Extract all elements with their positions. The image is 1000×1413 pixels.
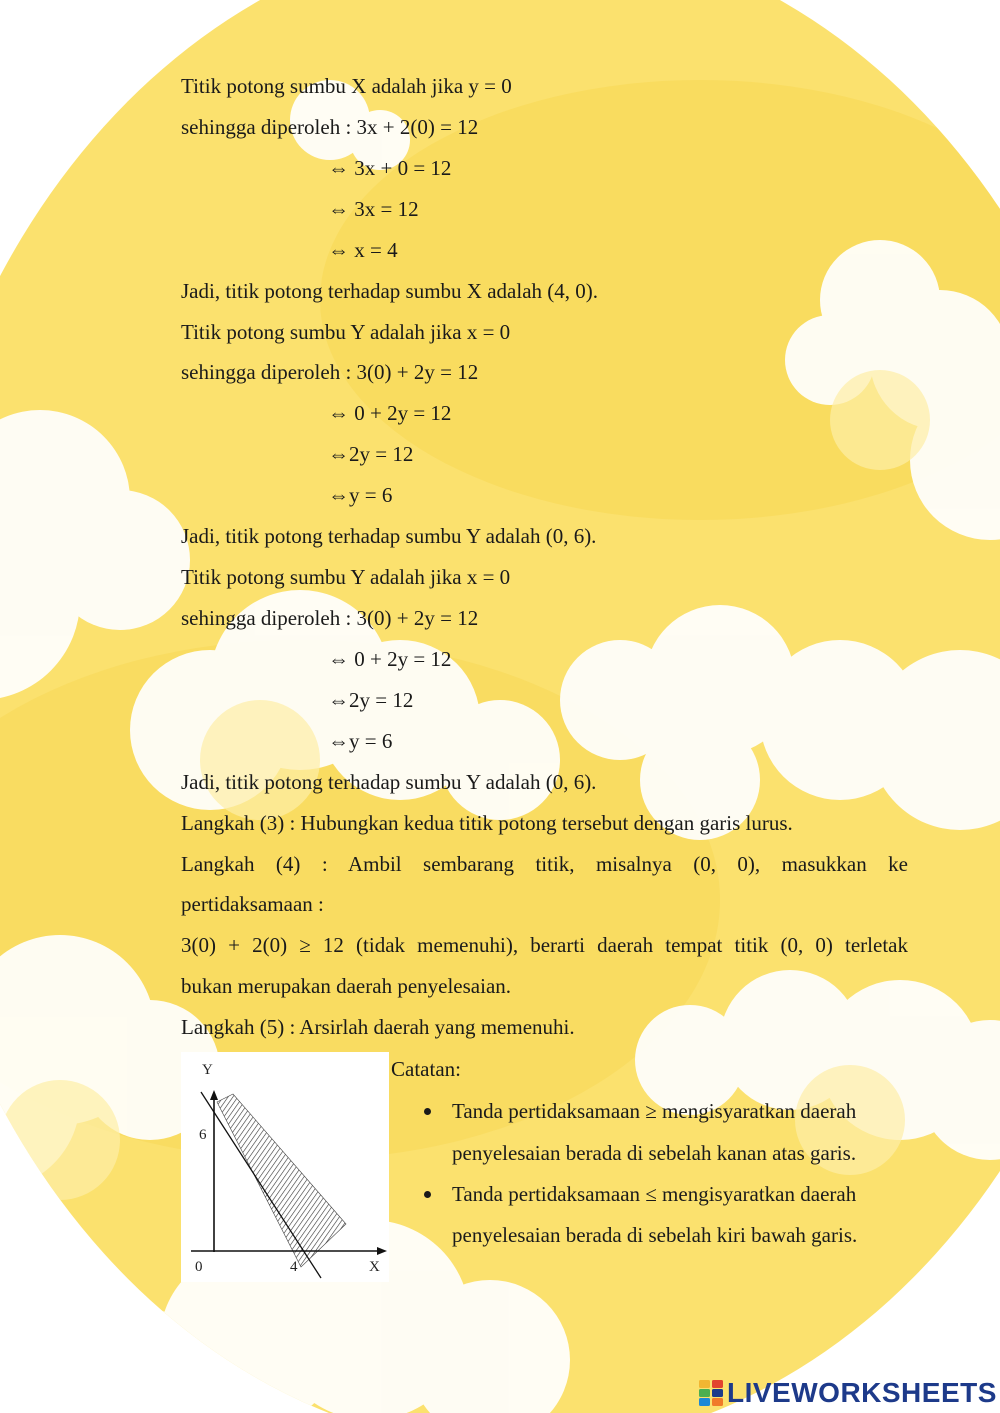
step-3-text: Langkah (3) : Hubungkan kedua titik potong tersebut dengan garis lurus.	[181, 811, 793, 835]
line-11: ⇔y = 6	[328, 483, 393, 507]
line-16: ⇔2y = 12	[328, 688, 414, 712]
liveworksheets-logo-text: LIVEWORKSHEETS	[727, 1377, 997, 1408]
line-2: sehingga diperoleh : 3x + 2(0) = 12	[181, 115, 479, 139]
step-4-line-1: Langkah (4) : Ambil sembarang titik, misalnya (0, 0), masukkan ke	[181, 852, 908, 876]
origin-label: 0	[195, 1259, 203, 1275]
line-3: ⇔ 3x + 0 = 12	[328, 156, 452, 180]
step-5-text: Langkah (5) : Arsirlah daerah yang memenuhi.	[181, 1015, 575, 1039]
y-axis-arrow	[210, 1090, 218, 1100]
step-4-line-2: pertidaksamaan :	[181, 892, 324, 916]
line-7: Titik potong sumbu Y adalah jika x = 0	[181, 320, 511, 344]
notes-title: Catatan:	[391, 1057, 461, 1081]
line-8: sehingga diperoleh : 3(0) + 2y = 12	[181, 360, 479, 384]
liveworksheets-logo[interactable]	[698, 1376, 997, 1410]
line-10: ⇔2y = 12	[328, 442, 414, 466]
line-14: sehingga diperoleh : 3(0) + 2y = 12	[181, 606, 479, 630]
y-intercept-label: 6	[199, 1127, 207, 1143]
x-axis-arrow	[377, 1247, 387, 1255]
line-5: ⇔ x = 4	[328, 238, 398, 262]
line-13: Titik potong sumbu Y adalah jika x = 0	[181, 565, 511, 589]
bullet-dot-2	[424, 1191, 431, 1198]
line-9: ⇔ 0 + 2y = 12	[328, 401, 452, 425]
line-1: Titik potong sumbu X adalah jika y = 0	[181, 74, 512, 98]
line-18: Jadi, titik potong terhadap sumbu Y adalah (0, 6).	[181, 770, 597, 794]
bullet-dot-1	[424, 1108, 431, 1115]
inequality-graph	[181, 1052, 389, 1282]
y-axis-label: Y	[202, 1062, 213, 1078]
step-4-line-4: bukan merupakan daerah penyelesaian.	[181, 974, 512, 998]
note-1-line-2: penyelesaian berada di sebelah kanan atas garis.	[452, 1141, 857, 1165]
line-17: ⇔y = 6	[328, 729, 393, 753]
liveworksheets-logo-icon	[698, 1378, 724, 1408]
line-4: ⇔ 3x = 12	[328, 197, 419, 221]
x-axis-label: X	[369, 1259, 380, 1275]
note-2-line-1: Tanda pertidaksamaan ≤ mengisyaratkan daerah	[452, 1182, 857, 1206]
x-intercept-label: 4	[290, 1259, 298, 1275]
line-12: Jadi, titik potong terhadap sumbu Y adalah (0, 6).	[181, 524, 597, 548]
shaded-region	[217, 1094, 346, 1267]
note-2-line-2: penyelesaian berada di sebelah kiri bawah garis.	[452, 1223, 858, 1247]
line-15: ⇔ 0 + 2y = 12	[328, 647, 452, 671]
note-1-line-1: Tanda pertidaksamaan ≥ mengisyaratkan daerah	[452, 1099, 857, 1123]
line-6: Jadi, titik potong terhadap sumbu X adalah (4, 0).	[181, 279, 598, 303]
step-4-line-3: 3(0) + 2(0) ≥ 12 (tidak memenuhi), berarti daerah tempat titik (0, 0) terletak	[181, 933, 908, 957]
